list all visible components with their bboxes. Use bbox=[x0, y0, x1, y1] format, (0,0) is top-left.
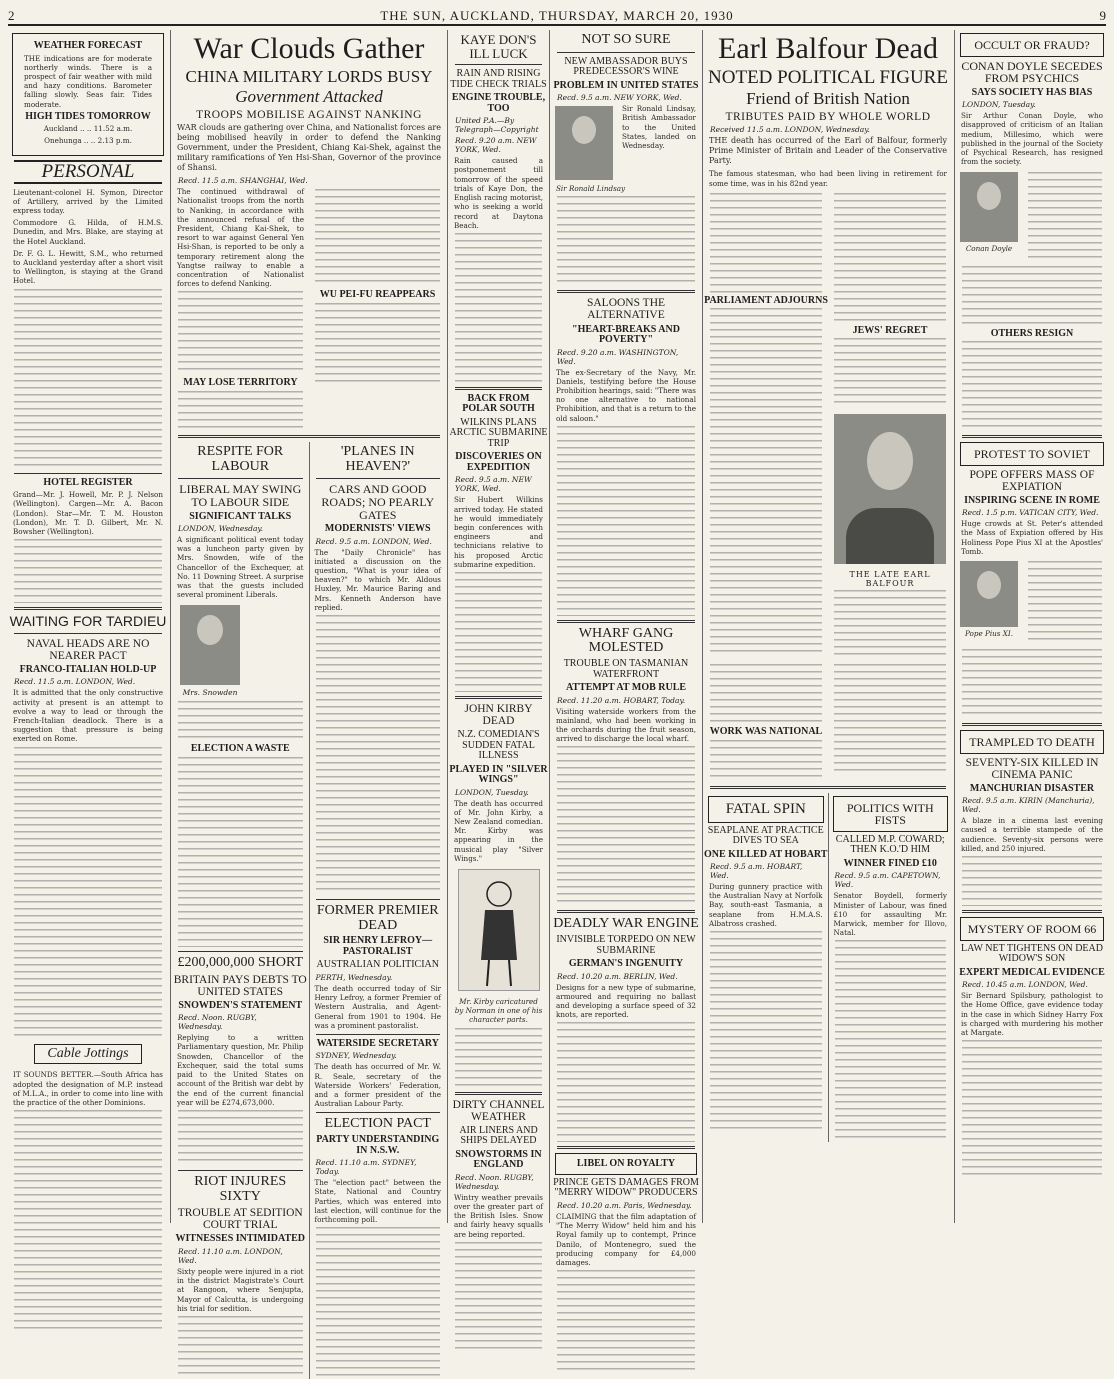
column-rule bbox=[954, 30, 955, 1223]
riot-headline: RIOT INJURES SIXTY bbox=[194, 1173, 287, 1204]
soviet-text: Huge crowds at St. Peter's attended the Mass of Expiation offered by His Holiness Pope Pius XI at the Apostles' Tomb. bbox=[961, 519, 1103, 556]
photo-caption: THE LATE EARL BALFOUR bbox=[849, 570, 931, 589]
mystery-deck: EXPERT MEDICAL EVIDENCE bbox=[959, 966, 1105, 978]
dateline: LONDON, Wednesday. bbox=[178, 524, 264, 534]
mystery-text: Sir Bernard Spilsbury, pathologist to the Home Office, gave evidence today in the case in which Sidney Harry Fox is charged with murdering his mother at Margate. bbox=[961, 991, 1103, 1037]
weather-text: THE indications are for moderate northerly winds. There is a prospect of fair weather with mild and hazy conditions. Barometer falling slowly. Seas fair. Tides moderate. bbox=[24, 53, 152, 109]
portrait-face bbox=[197, 615, 223, 645]
dateline: Recd. 1.5 p.m. VATICAN CITY, Wed. bbox=[962, 508, 1099, 518]
caricature-kirby bbox=[458, 869, 540, 991]
subhead: MAY LOSE TERRITORY bbox=[183, 377, 298, 389]
subhead: WU PEI-FU REAPPEARS bbox=[319, 289, 436, 301]
occult-subhead: CONAN DOYLE SECEDES FROM PSYCHICS bbox=[961, 58, 1103, 86]
dirty-deck: SNOWSTORMS IN ENGLAND bbox=[455, 1148, 542, 1171]
kaye-deck: ENGINE TROUBLE, TOO bbox=[451, 92, 546, 114]
wharf-deck: ATTEMPT AT MOB RULE bbox=[565, 682, 687, 694]
labour-deck: SIGNIFICANT TALKS bbox=[189, 510, 292, 522]
hotel-title: HOTEL REGISTER bbox=[43, 476, 133, 488]
dirty-subhead: AIR LINERS AND SHIPS DELAYED bbox=[459, 1124, 538, 1147]
divider bbox=[962, 435, 1102, 438]
snowden-subhead: BRITAIN PAYS DEBTS TO UNITED STATES bbox=[173, 973, 307, 998]
warclouds-lead: WAR clouds are gathering over China, and Nationalist forces are being mobilised heavily in order to defend the Nanking Government, under the President, Chiang Kai-Shek, against the military ramifications of Yen Hsi-Shan, Governor of the province of Shansi. bbox=[177, 123, 441, 173]
politics-subhead: CALLED M.P. COWARD; THEN K.O.'D HIM bbox=[835, 833, 945, 856]
dateline: LONDON, Tuesday. bbox=[455, 787, 529, 797]
dateline: Recd. Noon. RUGBY, Wednesday. bbox=[455, 1172, 534, 1191]
trampled-subhead: SEVENTY-SIX KILLED IN CINEMA PANIC bbox=[965, 756, 1099, 781]
balfour-subhead: NOTED POLITICAL FIGURE bbox=[708, 66, 948, 88]
dirty-headline: DIRTY CHANNEL WEATHER bbox=[452, 1098, 545, 1123]
body-text-block bbox=[557, 746, 695, 906]
planes-subhead: CARS AND GOOD ROADS; NO PEARLY GATES bbox=[321, 482, 435, 522]
photo-caption: Mrs. Snowden bbox=[182, 688, 238, 698]
divider bbox=[455, 1092, 542, 1095]
mystery-headline: MYSTERY OF ROOM 66 bbox=[967, 922, 1097, 937]
body-text-block bbox=[962, 341, 1102, 431]
weather-box bbox=[12, 33, 164, 156]
notsosure-subhead: NEW AMBASSADOR BUYS PREDECESSOR'S WINE bbox=[564, 55, 688, 78]
labour-text: A significant political event today was a luncheon party given by Mrs. Snowden, wife of the Chancellor of the Exchequer, at No. 11 Downing Street. A surprise was that the guests included several prominent Liberals. bbox=[177, 535, 304, 600]
body-text-block bbox=[834, 338, 946, 408]
tardieu-headline: WAITING FOR TARDIEU bbox=[9, 613, 167, 630]
dateline: Recd. 11.5 a.m. LONDON, Wed. bbox=[14, 677, 136, 687]
cable-text: IT SOUNDS BETTER.—South Africa has adopted the designation of M.P. instead of M.L.A., in order to come into line with the practice of the other Dominions. bbox=[13, 1070, 163, 1107]
portrait-face bbox=[867, 432, 913, 490]
election-text: The "election pact" between the State, National and Country Parties, which was entered into last election, will continue for the forthcoming poll. bbox=[314, 1178, 441, 1224]
body-text-block bbox=[1028, 561, 1102, 645]
trampled-box bbox=[960, 730, 1104, 754]
dateline: Recd. 11.10 a.m. SYDNEY, Today. bbox=[315, 1158, 417, 1177]
weather-title: WEATHER FORECAST bbox=[33, 40, 143, 51]
dateline: PERTH, Wednesday. bbox=[315, 972, 393, 982]
torpedo-text: Designs for a new type of submarine, armoured and requiring no ballast and developing a surface speed of 32 knots, are reported. bbox=[556, 982, 696, 1020]
divider bbox=[557, 52, 695, 53]
balfour-deck: Friend of British Nation bbox=[746, 89, 910, 109]
polar-subhead: WILKINS PLANS ARCTIC SUBMARINE TRIP bbox=[449, 416, 548, 449]
masthead bbox=[8, 2, 1106, 26]
body-text-block bbox=[557, 1022, 695, 1142]
body-text-block bbox=[316, 615, 441, 895]
riot-deck: WITNESSES INTIMIDATED bbox=[175, 1233, 306, 1245]
divider bbox=[557, 1146, 695, 1149]
body-text-block bbox=[455, 233, 542, 383]
column-rule bbox=[447, 30, 448, 1223]
column-5 bbox=[704, 30, 952, 1225]
wharf-text: Visiting waterside workers from the mainland, who had been working in the orchards during the fruit season, arrived to discharge the local wharf. bbox=[556, 706, 696, 744]
personal-title: PERSONAL bbox=[14, 160, 162, 184]
warclouds-headline: War Clouds Gather bbox=[193, 32, 425, 65]
body-text-block bbox=[455, 572, 542, 692]
portrait-face bbox=[977, 571, 1001, 599]
column-2 bbox=[172, 30, 446, 1313]
dateline: Received 11.5 a.m. LONDON, Wednesday. bbox=[710, 125, 870, 135]
politics-headline: POLITICS WITH FISTS bbox=[846, 800, 934, 828]
tardieu-deck: FRANCO-ITALIAN HOLD-UP bbox=[19, 663, 157, 675]
dateline: Recd. 11.10 a.m. LONDON, Wed. bbox=[178, 1246, 283, 1265]
body-text-block bbox=[178, 701, 303, 741]
torpedo-headline: DEADLY WAR ENGINE bbox=[553, 916, 699, 932]
torpedo-deck: GERMAN'S INGENUITY bbox=[568, 958, 684, 970]
planes-deck: MODERNISTS' VIEWS bbox=[324, 523, 431, 535]
cable-jottings-title: Cable Jottings bbox=[34, 1044, 141, 1065]
notsosure-headline: NOT SO SURE bbox=[581, 32, 671, 47]
body-text-block bbox=[557, 1270, 695, 1370]
occult-headline: OCCULT OR FRAUD? bbox=[974, 38, 1090, 52]
photo-caption: Sir Ronald Lindsay bbox=[556, 184, 626, 194]
snowden-text: Replying to a written Parliamentary question, Mr. Philip Snowden, Chancellor of the Exchequer, said the total sums paid to the United States on account of the British war debt by the end of the current financial year will be £274,673,000. bbox=[177, 1033, 304, 1107]
subhead: WORK WAS NATIONAL bbox=[709, 726, 823, 738]
body-text-block bbox=[1028, 172, 1102, 262]
polar-text: Sir Hubert Wilkins arrived today. He stated he would immediately begin conferences with engineers and technicians relative to his proposed Arctic submarine expedition. bbox=[454, 495, 543, 569]
subhead: JEWS' REGRET bbox=[852, 324, 928, 336]
warclouds-deck-2: TROOPS MOBILISE AGAINST NANKING bbox=[196, 109, 422, 122]
balfour-headline: Earl Balfour Dead bbox=[718, 32, 938, 65]
dateline: Recd. 9.5 a.m. CAPETOWN, Wed. bbox=[834, 871, 941, 890]
body-text-block bbox=[962, 649, 1102, 719]
divider bbox=[316, 1112, 441, 1113]
divider bbox=[14, 633, 162, 634]
body-text-block bbox=[178, 1316, 303, 1376]
tides-title: HIGH TIDES TOMORROW bbox=[25, 110, 151, 122]
caricature-drawing bbox=[459, 870, 539, 990]
planes-headline: 'PLANES IN HEAVEN?' bbox=[340, 443, 415, 474]
body-text-block bbox=[455, 1028, 542, 1088]
divider bbox=[455, 387, 542, 390]
labour-subhead: LIBERAL MAY SWING TO LABOUR SIDE bbox=[179, 482, 302, 509]
body-text-block bbox=[14, 289, 162, 469]
labour-headline: RESPITE FOR LABOUR bbox=[197, 443, 284, 474]
trampled-text: A blaze in a cinema last evening caused a terrible stampede of the audience. Seventy-six persons were killed, and 250 injured. bbox=[961, 816, 1103, 853]
body-text-block bbox=[710, 931, 822, 1131]
column-rule bbox=[170, 30, 171, 1223]
lefroy-deck: AUSTRALIAN POLITICIAN bbox=[316, 959, 439, 971]
snowden-deck: SNOWDEN'S STATEMENT bbox=[178, 999, 303, 1011]
body-text-block bbox=[14, 1110, 162, 1330]
dirty-text: Wintry weather prevails over the greater part of the British Isles. Snow and fairly heavy squalls are being reported. bbox=[454, 1192, 543, 1239]
body-text-block bbox=[14, 747, 162, 1037]
politics-deck: WINNER FINED £10 bbox=[843, 857, 937, 869]
warclouds-deck: Government Attacked bbox=[235, 87, 383, 107]
divider bbox=[178, 478, 303, 479]
body-text-block bbox=[834, 664, 946, 774]
kirby-deck: PLAYED IN "SILVER WINGS" bbox=[449, 763, 548, 786]
subhead: ELECTION A WASTE bbox=[190, 743, 290, 755]
masthead-title: THE SUN, AUCKLAND, THURSDAY, MARCH 20, 1930 bbox=[380, 8, 734, 23]
body-text-block bbox=[834, 193, 946, 323]
body-text-block bbox=[178, 291, 303, 375]
dateline: SYDNEY, Wednesday. bbox=[315, 1051, 397, 1061]
hotel-text: Grand—Mr. J. Howell, Mr. P. J. Nelson (Wellington). Cargen—Mr. A. Bacon (London). Star—Mr. T. M. Houston (London), Mr. T. D. Gilbert, Mr. N. Bowsher (Wellington). bbox=[13, 490, 163, 536]
saloons-subhead: "HEART-BREAKS AND POVERTY" bbox=[572, 323, 680, 346]
mystery-subhead: LAW NET TIGHTENS ON DEAD WIDOW'S SON bbox=[961, 942, 1103, 965]
photo-caption: Conan Doyle bbox=[965, 243, 1013, 253]
body-text-block bbox=[710, 412, 822, 652]
lefroy-headline: FORMER PREMIER DEAD bbox=[316, 903, 439, 933]
notsosure-deck: PROBLEM IN UNITED STATES bbox=[553, 79, 699, 91]
tardieu-subhead: NAVAL HEADS ARE NO NEARER PACT bbox=[26, 637, 150, 662]
dateline: Recd. 9.20 a.m. WASHINGTON, Wed. bbox=[557, 347, 679, 366]
body-text-block bbox=[178, 757, 303, 947]
page-number: 9 bbox=[1099, 8, 1106, 23]
body-text-block bbox=[316, 1227, 441, 1377]
body-text-block bbox=[14, 539, 162, 603]
body-text-block bbox=[710, 193, 822, 293]
dateline: Recd. Noon. RUGBY, Wednesday. bbox=[178, 1013, 257, 1032]
dateline: United P.A.—By Telegraph—Copyright bbox=[455, 116, 539, 135]
dateline: Recd. 10.45 a.m. LONDON, Wed. bbox=[962, 980, 1088, 990]
lefroy-text: The death occurred today of Sir Henry Lefroy, a former Premier of Western Australia, and Agent-General from 1901 to 1904. He was a prominent pastoralist. bbox=[314, 983, 441, 1030]
riot-text: Sixty people were injured in a riot in the district Magistrate's Court at Rangoon, where Senjupta, Mayor of Calcutta, is undergoing his trial for sedition. bbox=[177, 1266, 304, 1313]
kaye-text: Rain caused a postponement till tomorrow of the speed trials of Kaye Don, the English racing motorist, who is seeking a world record at Daytona Beach. bbox=[454, 156, 543, 230]
trampled-headline: TRAMPLED TO DEATH bbox=[969, 735, 1095, 750]
divider bbox=[962, 910, 1102, 913]
dateline: Recd. 9.5 a.m. NEW YORK, Wed. bbox=[455, 475, 532, 494]
occult-text: Sir Arthur Conan Doyle, who disapproved of criticism of an Italian medium, Millesimo, which were published in the journal of the Society of Psychical Research, has resigned from the society. bbox=[961, 111, 1103, 167]
dateline: Recd. 9.20 a.m. NEW YORK, Wed. bbox=[455, 136, 537, 155]
soviet-subhead: POPE OFFERS MASS OF EXPIATION bbox=[969, 468, 1095, 493]
photo-conan-doyle bbox=[960, 172, 1018, 242]
riot-subhead: TROUBLE AT SEDITION COURT TRIAL bbox=[177, 1207, 303, 1232]
polar-headline: BACK FROM POLAR SOUTH bbox=[462, 392, 535, 415]
column-rule bbox=[702, 30, 703, 1223]
mystery-box bbox=[960, 917, 1104, 941]
divider bbox=[962, 723, 1102, 726]
soviet-deck: INSPIRING SCENE IN ROME bbox=[964, 494, 1100, 506]
politics-box bbox=[833, 796, 949, 832]
dateline: Recd. 9.5 a.m. HOBART, Wed. bbox=[710, 862, 803, 880]
portrait-shoulders bbox=[846, 508, 934, 564]
royalty-headline: LIBEL ON ROYALTY bbox=[576, 1158, 676, 1170]
body-text-block bbox=[178, 1110, 303, 1166]
divider bbox=[557, 290, 695, 293]
election-headline: ELECTION PACT bbox=[324, 1116, 431, 1132]
masthead-left: 2 bbox=[8, 8, 15, 23]
fatal-headline: FATAL SPIN bbox=[725, 800, 806, 817]
dateline: Recd. 9.5 a.m. LONDON, Wed. bbox=[315, 536, 432, 546]
divider bbox=[178, 951, 303, 952]
dateline: Recd. 10.20 a.m. Paris, Wednesday. bbox=[557, 1200, 692, 1210]
occult-deck: SAYS SOCIETY HAS BIAS bbox=[971, 86, 1093, 98]
personal-paragraph: Lieutenant-colonel H. Symon, Director of Artillery, arrived by the Limited express today. bbox=[13, 187, 163, 215]
fatal-text: During gunnery practice with the Australian Navy at Norfolk Bay, south-east Tasmania, a seaplane from H.M.A.S. Albatross crashed. bbox=[709, 882, 823, 928]
body-text-block bbox=[178, 391, 303, 429]
waterside-text: The death has occurred of Mr. W. R. Seale, secretary of the Waterside Workers' Federation, and a former president of the Australian Labour Party. bbox=[314, 1062, 441, 1109]
fatal-deck: ONE KILLED AT HOBART bbox=[704, 848, 828, 860]
body-text-block bbox=[710, 308, 822, 408]
body-text-block bbox=[710, 740, 822, 780]
warclouds-subhead: CHINA MILITARY LORDS BUSY bbox=[185, 66, 433, 86]
divider bbox=[178, 1170, 303, 1171]
column-rule bbox=[549, 30, 550, 1223]
divider bbox=[316, 1034, 441, 1035]
soviet-box bbox=[960, 442, 1104, 466]
saloons-text: The ex-Secretary of the Navy, Mr. Daniels, testifying before the House Prohibition hearings, said: "There was no one alternative to national Prohibition, and that is a return to the old saloon." bbox=[556, 367, 696, 423]
kirby-text: The death has occurred of Mr. John Kirby, a New Zealand comedian. Mr. Kirby was appearing in the musical play "Silver Wings." bbox=[454, 798, 543, 863]
divider bbox=[455, 64, 542, 65]
waterside-headline: WATERSIDE SECRETARY bbox=[316, 1037, 439, 1049]
tide-row: Auckland .. .. 11.52 a.m. bbox=[43, 124, 133, 134]
dateline: Recd. 10.20 a.m. BERLIN, Wed. bbox=[557, 971, 678, 981]
royalty-subhead: PRINCE GETS DAMAGES FROM "MERRY WIDOW" PRODUCERS bbox=[553, 1176, 699, 1199]
kirby-headline: JOHN KIRBY DEAD bbox=[464, 703, 533, 728]
body-text-block bbox=[962, 266, 1102, 326]
photo-caption: Pope Pius XI. bbox=[965, 629, 1013, 639]
body-text-block bbox=[710, 664, 822, 724]
balfour-lead: THE death has occurred of the Earl of Balfour, formerly Prime Minister of Britain and Leader of the Conservative Party. bbox=[709, 136, 947, 166]
torpedo-subhead: INVISIBLE TORPEDO ON NEW SUBMARINE bbox=[556, 934, 696, 956]
divider bbox=[557, 620, 695, 623]
planes-text: The "Daily Chronicle" has initiated a discussion on the question, "What is your idea of heaven?" to which Mr. Aldous Huxley, Mr. Maurice Baring and Mrs. Kenneth Anderson have replied. bbox=[314, 547, 441, 612]
portrait-face bbox=[572, 116, 596, 144]
fatal-subhead: SEAPLANE AT PRACTICE DIVES TO SEA bbox=[707, 824, 824, 846]
trampled-deck: MANCHURIAN DISASTER bbox=[969, 782, 1095, 794]
photo-caption: Mr. Kirby caricatured by Norman in one of his character parts. bbox=[454, 997, 543, 1025]
body-text-block bbox=[315, 303, 440, 383]
dateline: Recd. 9.5 a.m. NEW YORK, Wed. bbox=[557, 93, 682, 103]
balfour-deck-2: TRIBUTES PAID BY WHOLE WORLD bbox=[725, 111, 931, 124]
photo-mrs-snowden bbox=[180, 605, 240, 698]
body-text-block bbox=[834, 590, 946, 660]
divider bbox=[14, 607, 162, 610]
body-text-block bbox=[557, 196, 695, 286]
wharf-headline: WHARF GANG MOLESTED bbox=[578, 625, 674, 656]
divider bbox=[14, 473, 162, 474]
body-text-block bbox=[962, 856, 1102, 906]
polar-deck: DISCOVERIES ON EXPEDITION bbox=[455, 451, 542, 473]
fatal-box bbox=[708, 796, 824, 823]
personal-paragraph: Commodore G. Hilda, of H.M.S. Dunedin, and Mrs. Blake, are staying at the Hotel Auckland. bbox=[13, 218, 163, 246]
snowden-headline: £200,000,000 SHORT bbox=[177, 954, 304, 970]
notsosure-text: Sir Ronald Lindsay, British Ambassador to the United States, landed on Wednesday. bbox=[622, 104, 696, 150]
body-text-block bbox=[835, 940, 947, 1140]
kirby-subhead: N.Z. COMEDIAN'S SUDDEN FATAL ILLNESS bbox=[457, 729, 540, 762]
dateline: LONDON, Tuesday. bbox=[962, 100, 1036, 110]
divider bbox=[316, 899, 441, 900]
royalty-box bbox=[555, 1153, 697, 1175]
subhead: PARLIAMENT ADJOURNS bbox=[704, 294, 828, 306]
body-text-block bbox=[962, 1040, 1102, 1180]
subhead: OTHERS RESIGN bbox=[990, 327, 1074, 339]
tide-row: Onehunga .. .. 2.13 p.m. bbox=[44, 136, 132, 146]
dateline: Recd. 11.5 a.m. SHANGHAI, Wed. bbox=[178, 176, 308, 186]
portrait-face bbox=[977, 182, 1001, 210]
divider bbox=[710, 786, 946, 789]
balfour-text: The famous statesman, who had been living in retirement for some time, was in his 82nd year. bbox=[709, 169, 947, 188]
dateline: Recd. 9.5 a.m. KIRIN (Manchuria), Wed. bbox=[962, 796, 1095, 815]
photo-lindsay bbox=[555, 106, 613, 180]
divider bbox=[455, 696, 542, 699]
kaye-headline: KAYE DON'S ILL LUCK bbox=[460, 32, 537, 61]
divider bbox=[316, 478, 441, 479]
warclouds-text: The continued withdrawal of Nationalist troops from the north to Nanking, in accordance with the announced refusal of the President, Chiang Kai-Shek, to resort to war against General Yen Hsi-Shan, is reported to be only a temporary retirement along the Yangtse railway to enable a concentration of Nationalist forces to defend Nanking. bbox=[177, 187, 304, 289]
photo-pope-pius bbox=[960, 561, 1018, 627]
personal-paragraph: Dr. F. G. L. Hewitt, S.M., who returned to Auckland yesterday after a short visit to Wellington, is staying at the Grand Hotel. bbox=[13, 248, 163, 286]
column-6 bbox=[956, 30, 1108, 1225]
body-text-block bbox=[557, 426, 695, 616]
column-1 bbox=[8, 30, 168, 1225]
column-3 bbox=[449, 30, 548, 1239]
photo-balfour bbox=[834, 414, 946, 564]
saloons-headline: SALOONS THE ALTERNATIVE bbox=[586, 297, 666, 322]
politics-text: Senator Boydell, formerly Minister of Labour, was fined £10 for assaulting Mr. Marwick, member for Illovo, Natal. bbox=[833, 891, 947, 938]
occult-box bbox=[960, 33, 1104, 57]
royalty-text: CLAIMING that the film adaptation of "The Merry Widow" held him and his Royal family up to contempt, Prince Danilo, of Montenegro, sued the producing company for £4,000 damages. bbox=[556, 1211, 696, 1267]
divider bbox=[557, 910, 695, 913]
body-text-block bbox=[455, 1242, 542, 1352]
body-text-block bbox=[315, 189, 440, 287]
tardieu-text: It is admitted that the only constructive activity at present is an attempt to evolve a way to lead or through the French-Italian deadlock. There is a suggestion that pressure is being exerted on Rome. bbox=[13, 688, 163, 744]
divider bbox=[178, 435, 440, 438]
wharf-subhead: TROUBLE ON TASMANIAN WATERFRONT bbox=[563, 658, 689, 680]
soviet-headline: PROTEST TO SOVIET bbox=[973, 447, 1090, 461]
column-4 bbox=[551, 30, 701, 1267]
kaye-subhead: RAIN AND RISING TIDE CHECK TRIALS bbox=[450, 68, 547, 90]
lefroy-subhead: SIR HENRY LEFROY—PASTORALIST bbox=[323, 935, 433, 957]
dateline: Recd. 11.20 a.m. HOBART, Today. bbox=[557, 695, 686, 705]
election-subhead: PARTY UNDERSTANDING IN N.S.W. bbox=[316, 1134, 440, 1156]
